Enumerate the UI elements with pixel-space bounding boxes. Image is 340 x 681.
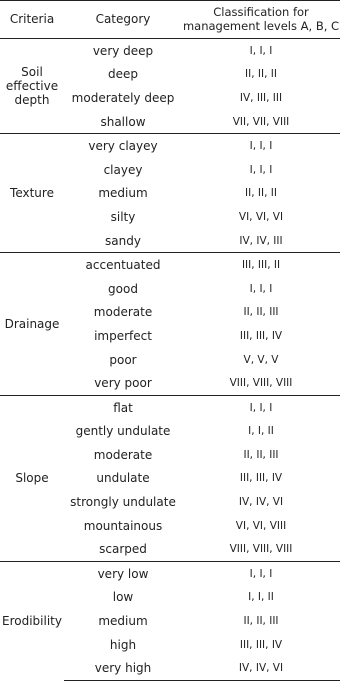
category-cell: very deep bbox=[64, 39, 182, 63]
header-classification-line1: Classification for bbox=[213, 5, 309, 20]
classification-cell: III, III, IV bbox=[239, 329, 283, 342]
category-cell: moderately deep bbox=[71, 90, 175, 105]
category-cell: very low bbox=[64, 562, 182, 586]
classification-cell: III, III, II bbox=[182, 253, 340, 277]
category-cell: strongly undulate bbox=[70, 495, 176, 510]
classification-cell: VI, VI, VI bbox=[238, 210, 284, 223]
classification-cell: III, III, IV bbox=[239, 472, 283, 485]
classification-cell: VIII, VIII, VIII bbox=[229, 543, 293, 556]
category-cell: flat bbox=[64, 395, 182, 419]
criteria-label: depth bbox=[14, 93, 50, 108]
table-row bbox=[0, 562, 340, 586]
table-row bbox=[0, 134, 340, 158]
category-cell: deep bbox=[108, 67, 138, 82]
classification-cell: II, II, III bbox=[243, 306, 279, 319]
classification-cell: I, I, I bbox=[249, 163, 273, 176]
classification-cell: IV, IV, III bbox=[239, 234, 283, 247]
classification-cell: II, II, III bbox=[243, 448, 279, 461]
criteria-label: Slope bbox=[15, 471, 49, 486]
table-header bbox=[0, 1, 340, 39]
table-row bbox=[0, 39, 340, 63]
classification-cell: II, II, II bbox=[245, 68, 277, 81]
criteria-label: Soil bbox=[21, 64, 43, 79]
header-criteria: Criteria bbox=[0, 1, 64, 39]
category-cell: undulate bbox=[96, 471, 150, 486]
category-cell: scarped bbox=[99, 542, 147, 557]
category-cell: silty bbox=[110, 209, 136, 224]
classification-cell: I, I, II bbox=[248, 591, 274, 604]
category-cell: very poor bbox=[94, 376, 152, 391]
classification-cell: III, III, IV bbox=[239, 638, 283, 651]
classification-cell: IV, III, III bbox=[239, 91, 283, 104]
classification-cell: IV, IV, VI bbox=[182, 656, 340, 680]
criteria-cell bbox=[0, 253, 64, 396]
header-category: Category bbox=[64, 1, 182, 39]
category-cell: clayey bbox=[103, 162, 143, 177]
criteria-label: Texture bbox=[10, 186, 54, 201]
category-cell: sandy bbox=[105, 233, 141, 248]
classification-cell: II, II, II bbox=[245, 187, 277, 200]
category-cell: poor bbox=[109, 352, 137, 367]
criteria-cell bbox=[0, 39, 64, 134]
criteria-cell bbox=[0, 134, 64, 253]
classification-cell: II, II, III bbox=[243, 615, 279, 628]
criteria-label: Erodibility bbox=[2, 614, 62, 629]
table-row bbox=[0, 253, 340, 277]
category-cell: very high bbox=[64, 656, 182, 680]
header-classification bbox=[182, 1, 340, 39]
criteria-cell bbox=[0, 562, 64, 681]
classification-cell: VI, VI, VIII bbox=[235, 519, 287, 532]
category-cell: high bbox=[109, 637, 137, 652]
criteria-cell bbox=[0, 395, 64, 561]
category-cell: good bbox=[108, 281, 138, 296]
category-cell: gently undulate bbox=[75, 424, 171, 439]
classification-cell: V, V, V bbox=[243, 353, 279, 366]
category-cell: low bbox=[112, 590, 134, 605]
category-cell: medium bbox=[98, 186, 148, 201]
classification-cell: IV, IV, VI bbox=[238, 496, 284, 509]
criteria-label: effective bbox=[5, 78, 59, 93]
criteria-label: Drainage bbox=[4, 316, 60, 331]
classification-cell: VIII, VIII, VIII bbox=[229, 377, 293, 390]
category-cell: imperfect bbox=[94, 328, 152, 343]
category-cell: accentuated bbox=[64, 253, 182, 277]
category-cell: very clayey bbox=[64, 134, 182, 158]
category-cell: mountainous bbox=[83, 518, 163, 533]
category-cell: moderate bbox=[93, 305, 153, 320]
classification-cell: I, I, I bbox=[182, 39, 340, 63]
classification-cell: I, I, I bbox=[182, 562, 340, 586]
table-row bbox=[0, 395, 340, 419]
classification-cell: I, I, I bbox=[182, 395, 340, 419]
category-cell: shallow bbox=[100, 114, 146, 129]
classification-cell: I, I, I bbox=[182, 134, 340, 158]
classification-cell: I, I, I bbox=[249, 282, 273, 295]
category-cell: moderate bbox=[93, 447, 153, 462]
category-cell: medium bbox=[98, 614, 148, 629]
classification-cell: VII, VII, VIII bbox=[232, 115, 290, 128]
table-body bbox=[0, 39, 340, 681]
header-classification-line2: management levels A, B, C bbox=[182, 18, 340, 33]
classification-cell: I, I, II bbox=[248, 425, 274, 438]
header-row bbox=[0, 1, 340, 39]
